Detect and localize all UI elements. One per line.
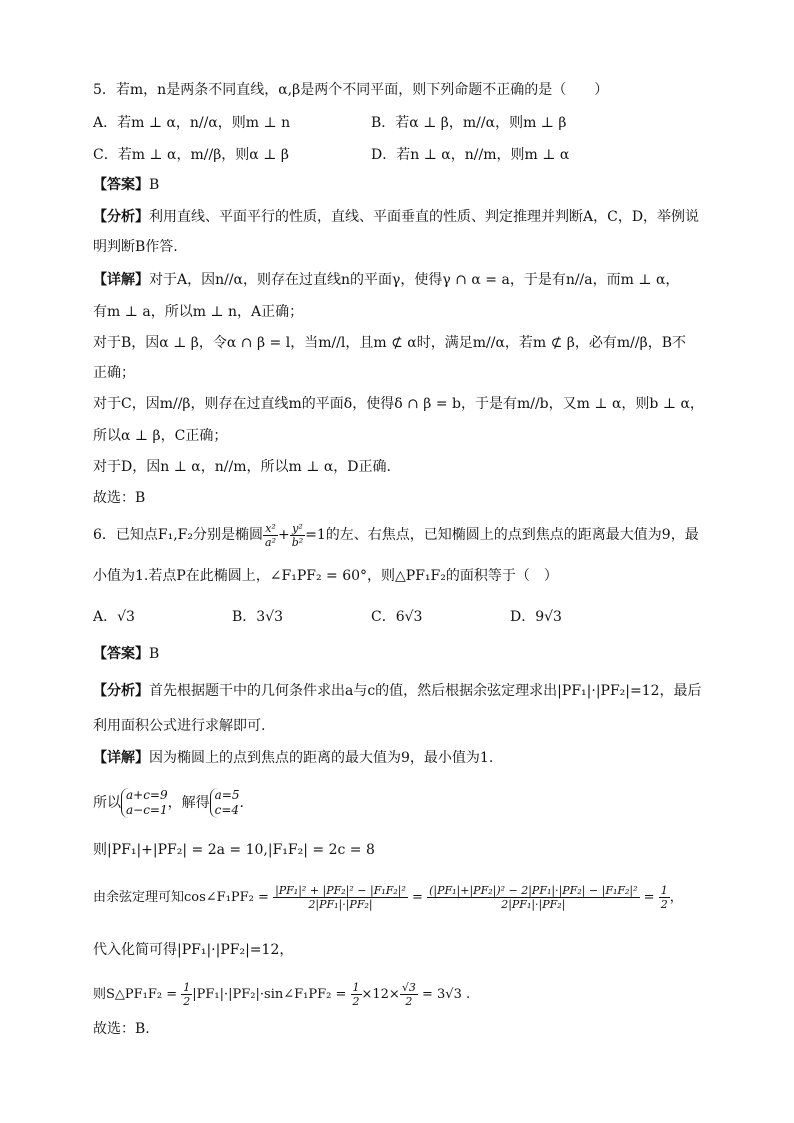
detail-text: 对于A，因n//α，则存在过直线n的平面γ，使得γ ∩ α = a，于是有n//a，而m ⊥ α， bbox=[149, 272, 680, 288]
q5-analysis-line1 bbox=[93, 207, 699, 227]
q6-option-d: D．9√3 bbox=[510, 609, 562, 625]
analysis-tag: 【分析】 bbox=[93, 683, 149, 699]
q5-option-a: A．若m ⊥ α，n//α，则m ⊥ n bbox=[93, 115, 291, 131]
q5-detail-line4: 正确； bbox=[93, 365, 135, 381]
answer-value: B bbox=[149, 646, 160, 662]
sqrt3-half-fraction: $\frac{√3}{2}$ bbox=[401, 981, 416, 1008]
q6-detail-line1 bbox=[93, 748, 493, 768]
detail-text: 因为椭圆上的点到焦点的距离的最大值为9，最小值为1. bbox=[149, 750, 494, 766]
area-label: 则S△PF₁F₂ = bbox=[93, 987, 178, 1002]
q5-option-c: C．若m ⊥ α，m//β，则α ⊥ β bbox=[93, 147, 289, 163]
q6-answer bbox=[93, 644, 159, 664]
q6-cosine-line: 由余弦定理可知cos∠F₁PF₂ = $\frac{\text{|PF₁|² + |PF₂|² − |F₁F₂|²}}{\text{2|PF₁|·|PF₂|}}$ = $\frac{\text{(|PF₁|+|PF₂|)² − 2|PF₁|·|PF₂| − |F₁F₂|²}}{\text{2|PF₁|·|PF₂|}}$ = $\frac{1}{2}$ ， bbox=[93, 884, 683, 911]
q6-simplify-line: 代入化简可得|PF₁|·|PF₂|=12， bbox=[93, 942, 294, 958]
q6-system-line: 所以 a+c=9 a−c=1 ，解得 a=5 c=4 . bbox=[93, 788, 244, 817]
solve-label: ，解得 bbox=[167, 795, 210, 811]
detail-tag: 【详解】 bbox=[93, 272, 149, 288]
analysis-text: 首先根据题干中的几何条件求出a与c的值，然后根据余弦定理求出|PF₁|·|PF₂|=12，最后 bbox=[149, 683, 702, 699]
q6-stem-line1: 6．已知点F₁,F₂分别是椭圆 $\frac{\text{x²}}{\text{a²}}$ + $\frac{\text{y²}}{\text{b²}}$ =1的左、右焦点，已知椭圆上的点到焦点的距离最大值为9，最 bbox=[93, 521, 699, 549]
q6-sum-line: 则|PF₁|+|PF₂| = 2a = 10,|F₁F₂| = 2c = 8 bbox=[93, 842, 375, 858]
answer-tag: 【答案】 bbox=[93, 177, 149, 193]
q6-option-c: C．6√3 bbox=[371, 609, 423, 625]
q5-option-d: D．若n ⊥ α，n//m，则m ⊥ α bbox=[371, 147, 570, 163]
q6-stem-end: =1的左、右焦点，已知椭圆上的点到焦点的距离最大值为9，最 bbox=[305, 527, 699, 543]
ellipse-y-fraction: $\frac{\text{y²}}{\text{b²}}$ bbox=[291, 521, 304, 549]
half-fraction: $\frac{1}{2}$ bbox=[183, 981, 191, 1008]
q5-conclusion: 故选：B bbox=[93, 490, 146, 506]
q5-detail-line7: 对于D，因n ⊥ α，n//m，所以m ⊥ α，D正确. bbox=[93, 459, 391, 475]
q5-option-b: B．若α ⊥ β，m//α，则m ⊥ β bbox=[371, 115, 567, 131]
analysis-text: 利用直线、平面平行的性质，直线、平面垂直的性质、判定推理并判断A，C，D，举例说 bbox=[149, 209, 700, 225]
detail-tag: 【详解】 bbox=[93, 750, 149, 766]
q5-detail-line5: 对于C，因m//β，则存在过直线m的平面δ，使得δ ∩ β = b，于是有m//b，又m ⊥ α，则b ⊥ α， bbox=[93, 396, 704, 412]
q5-detail-line6: 所以α ⊥ β，C正确； bbox=[93, 428, 228, 444]
ellipse-x-fraction: $\frac{\text{x²}}{\text{a²}}$ bbox=[265, 521, 276, 549]
answer-value: B bbox=[149, 177, 160, 193]
q6-option-b: B．3√3 bbox=[232, 609, 284, 625]
half-fraction-2: $\frac{1}{2}$ bbox=[352, 981, 360, 1008]
q6-option-a: A．√3 bbox=[93, 609, 135, 625]
area-expression-2: ×12× bbox=[361, 987, 400, 1002]
area-expression: |PF₁|·|PF₂|·sin∠F₁PF₂ = bbox=[192, 987, 347, 1002]
solution-system: a=5 c=4 bbox=[210, 788, 240, 818]
area-result: = 3√3 . bbox=[421, 987, 471, 1002]
q5-detail-line1 bbox=[93, 270, 679, 290]
q5-stem: 5．若m，n是两条不同直线，α,β是两个不同平面，则下列命题不正确的是（ ） bbox=[93, 82, 609, 98]
q6-stem-line2: 小值为1.若点P在此椭圆上，∠F₁PF₂ = 60°，则△PF₁F₂的面积等于（ ） bbox=[93, 568, 558, 584]
q6-area-line bbox=[93, 978, 470, 1012]
equation-system: a+c=9 a−c=1 bbox=[121, 788, 168, 818]
q6-analysis-line2: 利用面积公式进行求解即可. bbox=[93, 718, 266, 734]
so-label: 所以 bbox=[93, 795, 121, 811]
q5-analysis-line2: 明判断B作答. bbox=[93, 239, 178, 255]
q5-answer bbox=[93, 175, 159, 195]
q5-detail-line3: 对于B，因α ⊥ β，令α ∩ β = l，当m//l，且m ⊄ α时，满足m//α，若m ⊄ β，必有m//β，B不 bbox=[93, 335, 686, 351]
cosine-label: 由余弦定理可知cos∠F₁PF₂ = bbox=[93, 890, 269, 905]
q6-stem-start: 6．已知点F₁,F₂分别是椭圆 bbox=[93, 527, 264, 543]
cosine-result: $\frac{1}{2}$ bbox=[660, 884, 668, 911]
q6-conclusion: 故选：B. bbox=[93, 1021, 150, 1037]
answer-tag: 【答案】 bbox=[93, 646, 149, 662]
analysis-tag: 【分析】 bbox=[93, 209, 149, 225]
cosine-fraction-2: $\frac{\text{(|PF₁|+|PF₂|)² − 2|PF₁|·|PF₂| − |F₁F₂|²}}{\text{2|PF₁|·|PF₂|}}$ bbox=[429, 884, 638, 911]
cosine-fraction-1: $\frac{\text{|PF₁|² + |PF₂|² − |F₁F₂|²}}{\text{2|PF₁|·|PF₂|}}$ bbox=[275, 884, 406, 911]
q5-detail-line2: 有m ⊥ a，所以m ⊥ n，A正确； bbox=[93, 304, 304, 320]
q6-analysis-line1 bbox=[93, 681, 702, 701]
